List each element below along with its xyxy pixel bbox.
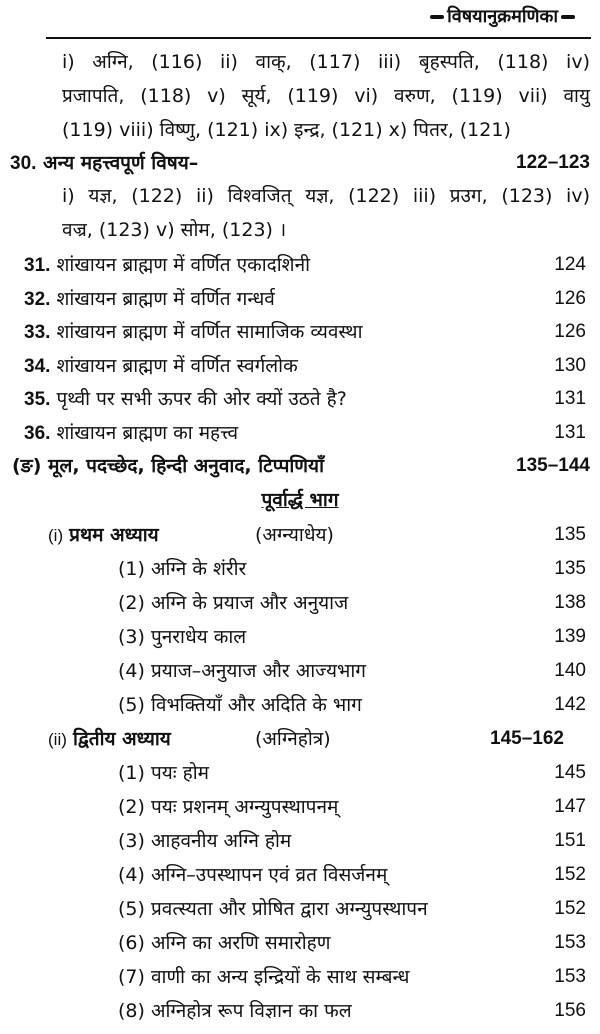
subitem-label: (2) अग्नि के प्रयाज और अनुयाज: [118, 592, 349, 614]
toc-item: [0, 248, 600, 282]
toc-item-30: [0, 146, 600, 180]
toc-subitem: [0, 552, 600, 586]
item-number: 31.: [24, 255, 51, 276]
subitem-label: (5) प्रवत्स्यता और प्रोषित द्वारा अग्न्युपस्थापन: [118, 898, 428, 920]
subitem-label: (2) पयः प्रशनम् अग्न्युपस्थापनम्: [118, 796, 339, 818]
toc-subitem: [0, 756, 600, 790]
subitem-page: 147: [554, 796, 586, 817]
chapter-2-heading: (ii) द्वितीय अध्याय (अग्निहोत्र) 145–162: [48, 728, 564, 750]
subitem-label: (3) पुनराधेय काल: [118, 626, 247, 648]
item-page: 124: [554, 254, 586, 275]
subitem-label: (3) आहवनीय अग्नि होम: [118, 830, 292, 852]
subitem-label: (7) वाणी का अन्य इन्द्रियों के साथ सम्बन्ध: [118, 966, 410, 988]
item-number: 35.: [24, 389, 51, 410]
subitem-page: 139: [554, 626, 586, 647]
subitem-page: 152: [554, 864, 586, 885]
toc-item: [0, 282, 600, 316]
toc-subitem: [0, 654, 600, 688]
subitem-page: 142: [554, 694, 586, 715]
toc-item: [0, 416, 600, 450]
item-title: शांखायन ब्राह्मण में वर्णित सामाजिक व्यवस्था: [56, 321, 363, 343]
item-page: 130: [554, 354, 586, 376]
item-number: 33.: [24, 322, 51, 343]
subitem-label: (5) विभक्तियाँ और अदिति के भाग: [118, 694, 362, 716]
toc-item: [0, 349, 600, 383]
subitem-page: 140: [554, 660, 586, 681]
header-rule: [46, 37, 591, 39]
subitem-label: (6) अग्नि का अरणि समारोहण: [118, 932, 331, 954]
subitem-label: (1) अग्नि के शंरीर: [118, 558, 247, 580]
toc-item: [0, 315, 600, 349]
item-page: 126: [554, 321, 586, 342]
subitem-page: 152: [554, 898, 586, 919]
para1-line: i) अग्नि, (116) ii) वाक्, (117) iii) बृहस्पति, (118) iv): [62, 51, 590, 73]
para1-line: (119) viii) विष्णु, (121) ix) इन्द्र, (121) x) पितर, (121): [62, 119, 511, 141]
subitem-page: 145: [554, 762, 586, 783]
toc-subitem: [0, 926, 600, 960]
toc-subitem: [0, 858, 600, 892]
para2-line: वज्र, (123) v) सोम, (123) ।: [62, 219, 287, 241]
toc-subitem: [0, 620, 600, 654]
subitem-page: 135: [554, 558, 586, 579]
toc-item: [0, 382, 600, 416]
toc-subitem: [0, 960, 600, 994]
item-title: शांखायन ब्राह्मण में वर्णित गन्धर्व: [56, 287, 275, 310]
subitem-page: 153: [554, 966, 586, 987]
para1-line: प्रजापति, (118) v) सूर्य, (119) vi) वरुण, (119) vii) वायु: [62, 85, 590, 107]
item-title: पृथ्वी पर सभी ऊपर की ओर क्यों उठते है?: [56, 388, 347, 410]
ornament-right-icon: [561, 15, 575, 19]
item-page: 131: [554, 388, 586, 409]
subitem-page: 138: [554, 592, 586, 613]
section-heading: [0, 449, 600, 483]
toc-subitem: [0, 824, 600, 858]
toc-subitem: [0, 892, 600, 926]
item-page: 122–123: [516, 152, 590, 173]
section-label: (ङ) मूल, पदच्छेद, हिन्दी अनुवाद, टिप्पणियाँ: [12, 455, 324, 477]
item-title: शांखायन ब्राह्मण का महत्त्व: [56, 421, 239, 444]
subitem-label: (8) अग्निहोत्र रूप विज्ञान का फल: [118, 1000, 352, 1022]
item-page: 126: [554, 287, 586, 309]
item-title: 30. अन्य महत्त्वपूर्ण विषय–: [10, 152, 199, 174]
toc-subitem: [0, 586, 600, 620]
toc-subitem: [0, 688, 600, 722]
item-number: 32.: [24, 288, 51, 310]
subitem-label: (4) अग्नि–उपस्थापन एवं व्रत विसर्जनम्: [118, 864, 388, 886]
item-page: 131: [554, 421, 586, 443]
subitem-page: 151: [554, 830, 586, 851]
item-title: शांखायन ब्राह्मण में वर्णित एकादशिनी: [56, 254, 311, 276]
ornament-left-icon: [430, 15, 444, 19]
running-header: [427, 4, 578, 28]
subitem-page: 156: [554, 1000, 586, 1021]
subitem-label: (1) पयः होम: [118, 762, 210, 784]
header-title: विषयानुक्रमणिका: [447, 6, 558, 27]
part-title: पूर्वार्द्ध भाग: [261, 489, 339, 511]
subitem-label: (4) प्रयाज–अनुयाज और आज्यभाग: [118, 660, 366, 682]
item-number: 34.: [24, 355, 51, 377]
toc-subitem: [0, 994, 600, 1028]
chapter-1-heading: (i) प्रथम अध्याय (अग्न्याधेय) 135: [48, 524, 586, 546]
item-title: शांखायन ब्राह्मण में वर्णित स्वर्गलोक: [56, 354, 298, 377]
toc-subitem: [0, 790, 600, 824]
section-page: 135–144: [516, 455, 590, 476]
para2-line: i) यज्ञ, (122) ii) विश्वजित् यज्ञ, (122) iii) प्रउग, (123) iv): [62, 185, 590, 207]
item-number: 36.: [24, 422, 51, 444]
subitem-page: 153: [554, 932, 586, 953]
